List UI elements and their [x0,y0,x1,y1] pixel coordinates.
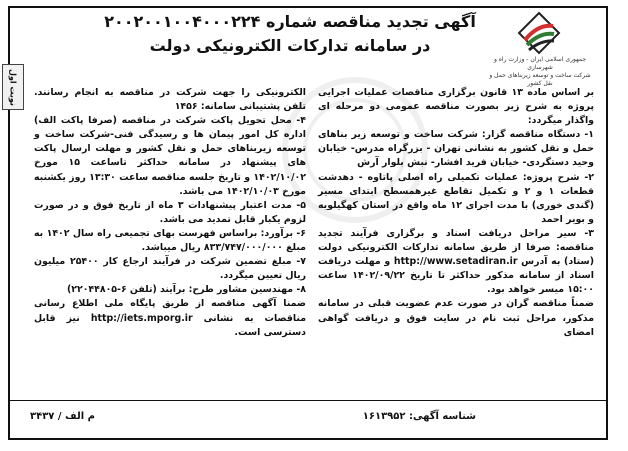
item-4: ۴- محل تحویل پاکت شرکت در مناقصه (صرفا پاکت الف) اداره کل امور پیمان ها و رسیدگی فنی-شرکت ساخت و توسعه زیربناهای حمل و نقل کشور و مهلت ارسال پاکت های پیشنهاد در سامانه حداکثر تاساعت ۱۵ مورخ ۱۴۰۲/۱۰/۰۲ و تاریخ جلسه مناقصه ساعت ۱۳:۳۰ روز یکشنبه مورخ ۱۴۰۲/۱۰/۰۳ می باشد. [34,115,307,197]
page-title [104,10,476,58]
org-ministry: جمهوری اسلامی ایران - وزارت راه و شهرسازی [493,56,587,71]
final-suffix: نیز قابل دسترسی است. [34,312,306,338]
item-3-suffix: و مهلت دریافت اسناد از سامانه مذکور حداکثر تا تاریخ ۱۴۰۲/۰۹/۲۲ ساعت ۱۵:۰۰ میسر خواهد بود. [318,256,594,296]
company-logo [484,8,596,88]
iets-link[interactable]: http://iets.mporg.ir [90,312,193,324]
org-name-text: شرکت ساخت و توسعه زیربناهای حمل و نقل کشور [489,72,591,87]
intro-text: بر اساس ماده ۱۳ قانون برگزاری مناقصات عملیات اجرایی پروژه به شرح زیر بصورت مناقصه عمومی دو مرحله ای واگذار میگردد: [318,87,594,127]
title-line-1: آگهی تجدید مناقصه شماره ۲۰۰۲۰۰۱۰۰۴۰۰۰۲۲۴ [104,12,476,31]
note-text: ضمناً مناقصه گران در صورت عدم عضویت قبلی در سامانه مذکور، مراحل ثبت نام در سایت فوق و دریافت گواهی امضای [318,298,594,338]
road-logo-icon [516,10,562,56]
left-column [34,86,306,340]
item-5: ۵- مدت اعتبار پیشنهادات ۳ ماه از تاریخ فوق و در صورت لزوم یکبار قابل تمدید می باشد. [34,199,306,225]
final-prefix: ضمنا آگهی مناقصه از طریق پایگاه ملی اطلاع رسانی مناقصات به نشانی [34,298,306,324]
item-1: ۱- دستگاه مناقصه گزار: شرکت ساخت و توسعه زیر بناهای حمل و نقل کشور به نشانی تهران - بزرگراه مدرس- خیابان وحید دستگردی- خیابان فرید افشار- نبش بلوار آرش [318,129,594,169]
footer [8,400,608,441]
item-6: ۶- برآورد: براساس فهرست بهای تجمیعی راه سال ۱۴۰۲ به مبلغ ۸۳۳/۷۴۷/۰۰۰/۰۰۰ ریال میباشد. [34,227,306,254]
title-line-2: در سامانه تدارکات الکترونیکی دولت [149,36,431,55]
edition-tab: نوبت اول [2,64,24,110]
item-2: ۲- شرح پروژه: عملیات تکمیلی راه اصلی پاتاوه - دهدشت قطعات ۱ و ۲ و تکمیل تقاطع غیرهمسطح ابتدای مسیر (گندی خوری) با مدت اجرای ۱۲ ماه واقع در استان کهگیلویه و بویر احمد [318,171,594,225]
final-text [34,297,306,339]
setad-link[interactable]: http://www.setadiran.ir [393,256,518,268]
item-8: ۸- مهندسین مشاور طرح: برآیند (تلفن ۶-۲۲۰۴۴۸۰۵) [66,284,306,296]
item-3-prefix: ۳- سیر مراحل دریافت اسناد و برگزاری فرآیند تجدید مناقصه: صرفا از طریق سامانه تدارکات الکترونیکی دولت (ستاد) به آدرس [318,227,594,268]
item-3 [318,227,594,297]
m-alef-code: م الف / ۳۴۳۷ [30,411,95,422]
org-name [484,56,596,88]
right-column [318,86,594,340]
continuation-text: الکترونیکی را جهت شرکت در مناقصه به انجام رسانند. تلفن پشتیبانی سامانه: ۱۴۵۶ [34,87,306,113]
item-7: ۷- مبلغ تضمین شرکت در فرآیند ارجاع کار ۲۵۴۰۰ میلیون ریال تعیین میگردد. [34,256,306,282]
ad-id: شناسه آگهی: ۱۶۱۳۹۵۲ [362,411,476,422]
